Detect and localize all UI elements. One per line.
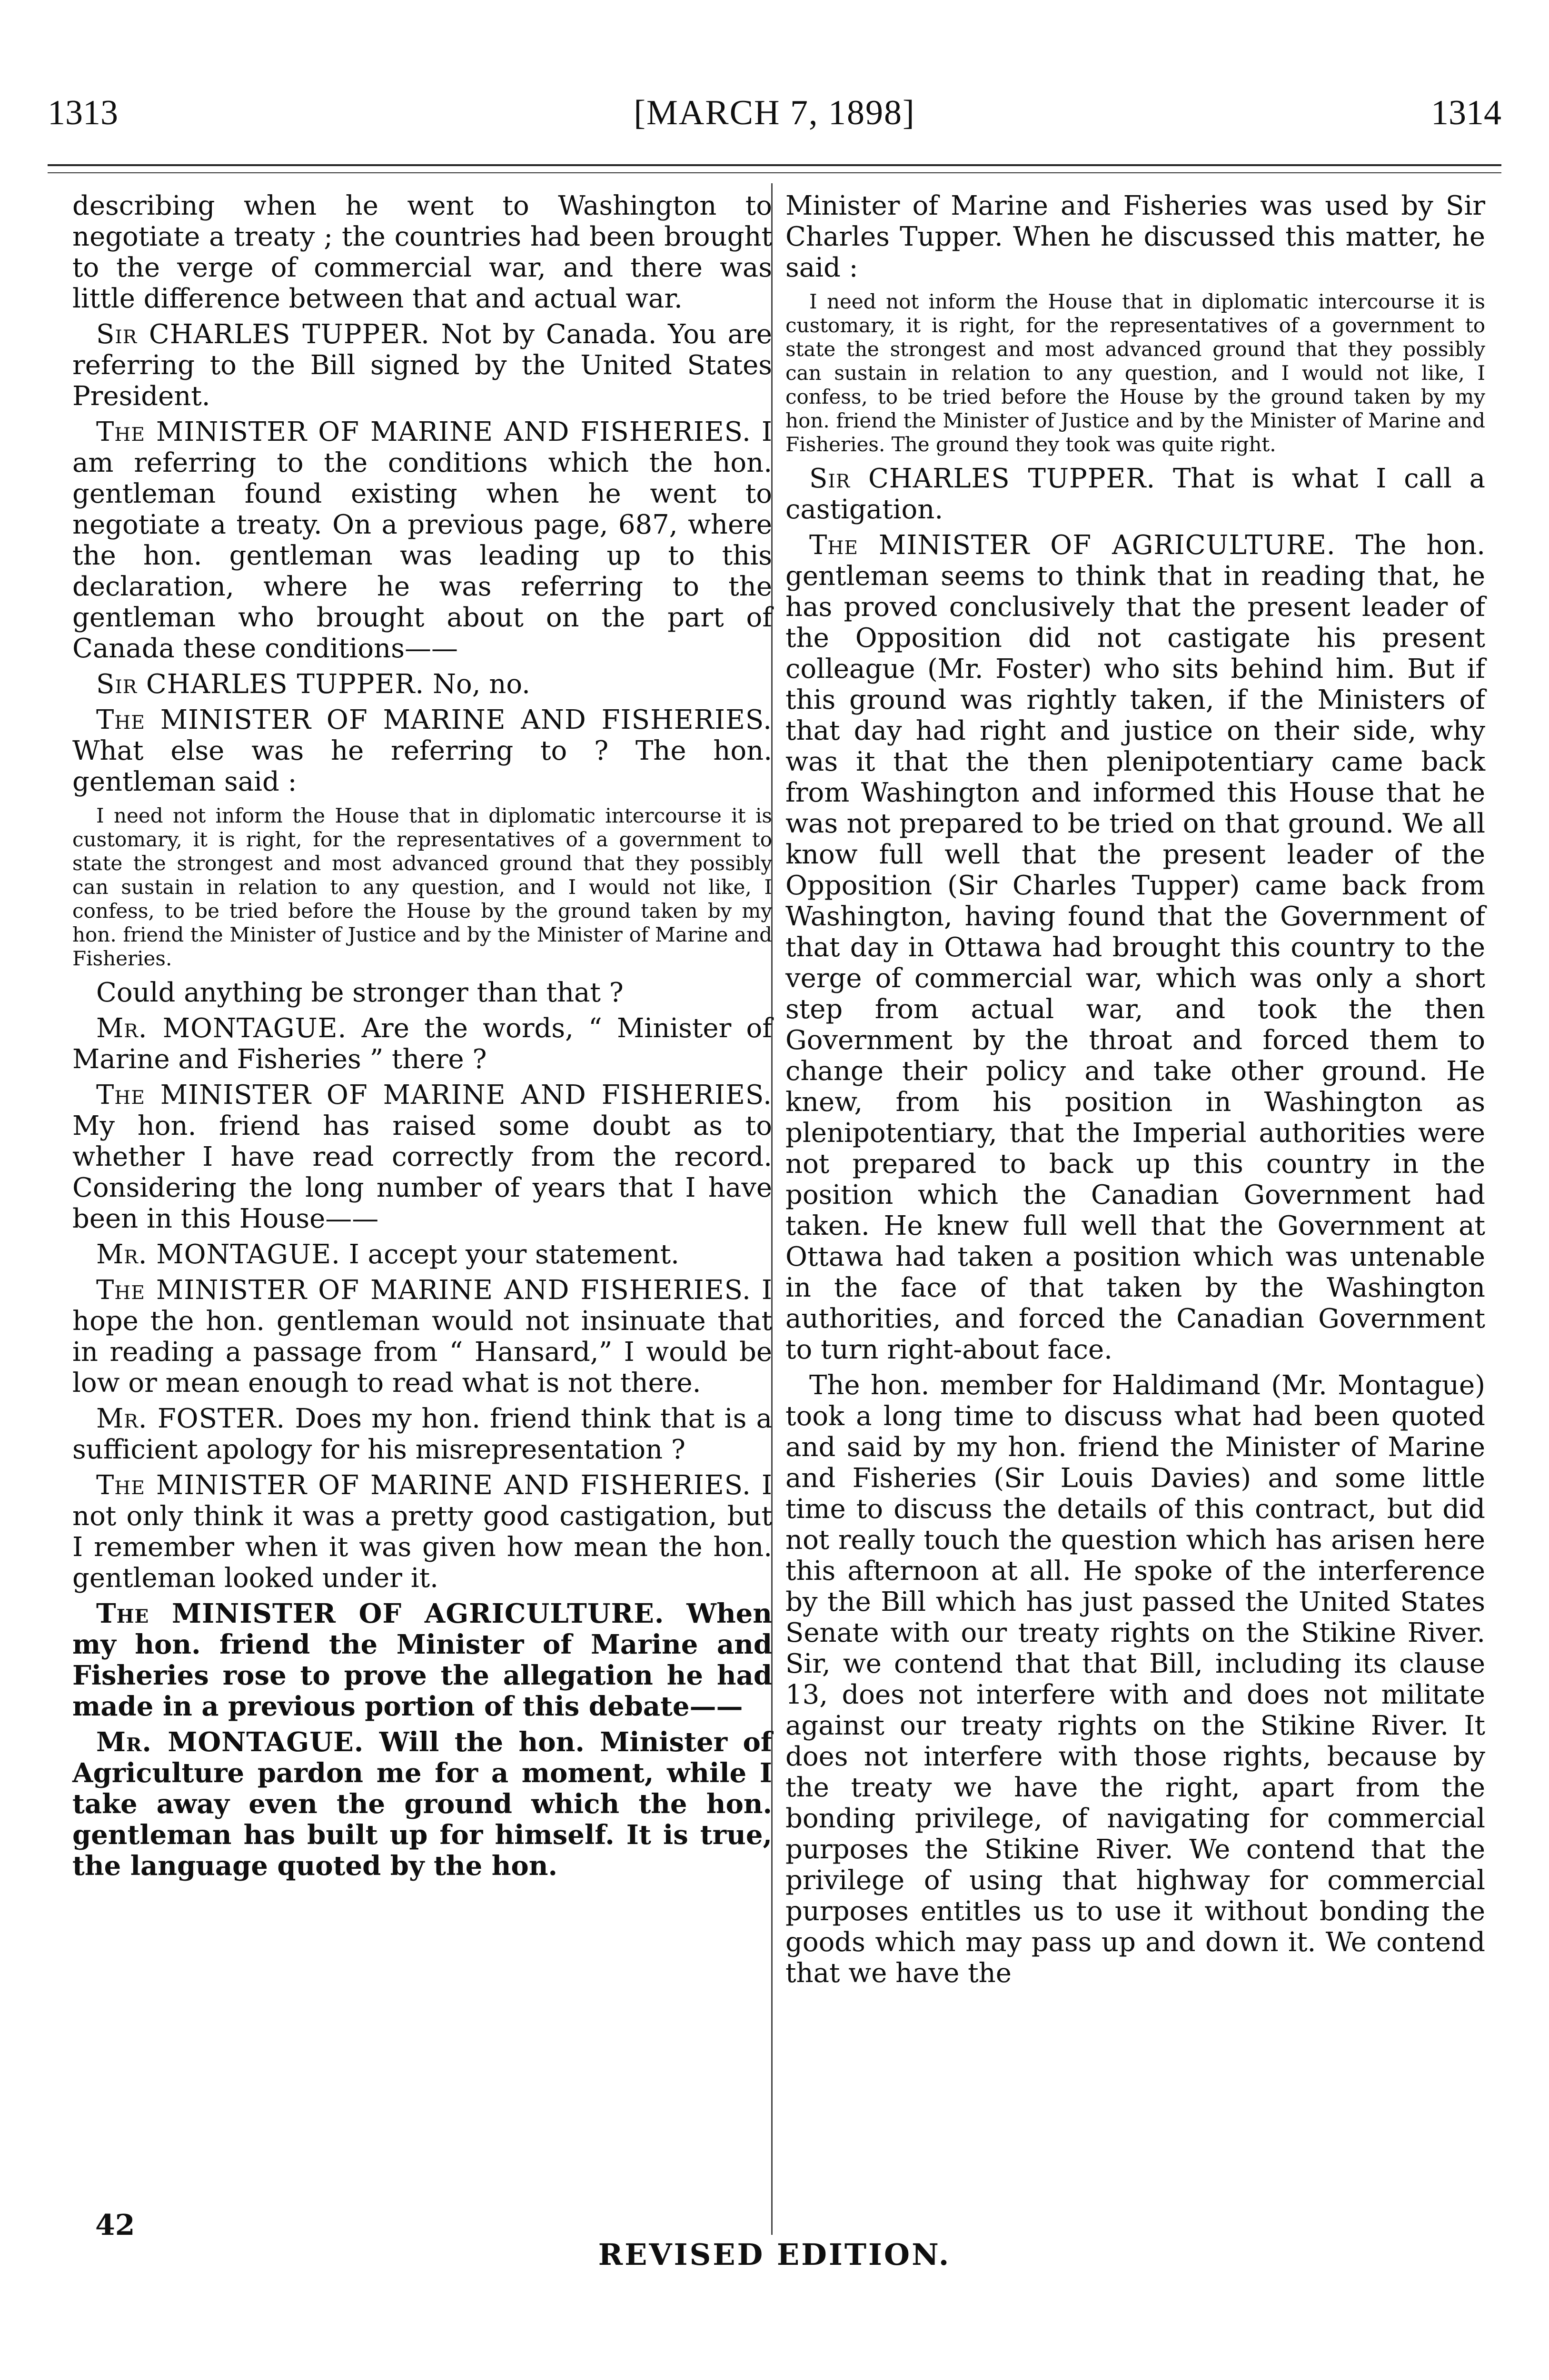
speaker-name: Sir CHARLES TUPPER. [96,669,425,700]
paragraph [72,704,772,797]
right-column-paragraphs-b [785,463,1485,1989]
header-rule-secondary [48,172,1501,173]
paragraph [72,1239,772,1270]
speaker-name: Sir CHARLES TUPPER. [809,463,1156,494]
speaker-name: The MINISTER OF MARINE AND FISHERIES. [96,1470,751,1501]
left-column-paragraphs-b [72,977,772,1882]
paragraph-text: Are the words, “ Minister of Marine and Fisheries ” there ? [72,1013,772,1075]
paragraph-text: The hon. member for Haldimand (Mr. Montague) took a long time to discuss what had been quoted and said by my hon. friend the Minister of Marine and Fisheries (Sir Louis Davies) and some little time to discuss the details of this contract, but did not really touch the question which has arisen here this afternoon at all. He spoke of the interference by the Bill which has just passed the United States Senate with our treaty rights on the Stikine River. Sir, we contend that that Bill, including its clause 13, does not interfere with and does not militate against our treaty rights on the Stikine River. It does not interfere with those rights, because by the treaty we have the right, apart from the bonding privilege, of navigating for commercial purposes the Stikine River. We contend that the privilege of using that highway for commercial purposes entitles us to use it without bonding the goods which may pass up and down it. We contend that we have the [785,1370,1485,1989]
paragraph [72,1013,772,1075]
speaker-name: The MINISTER OF MARINE AND FISHERIES. [96,416,751,447]
paragraph [72,190,772,314]
signature-mark: 42 [95,2209,135,2242]
speaker-name: The MINISTER OF MARINE AND FISHERIES. [96,1275,751,1306]
speaker-name: The MINISTER OF MARINE AND FISHERIES. [96,704,772,735]
paragraph [72,1403,772,1465]
speaker-name: Mr. MONTAGUE. [96,1013,347,1044]
paragraph [72,1470,772,1594]
paragraph-text: No, no. [433,669,530,700]
speaker-name: Mr. FOSTER. [96,1403,286,1434]
paragraph [72,1080,772,1234]
page-number-left: 1313 [48,93,118,132]
speaker-name: The MINISTER OF AGRICULTURE. [809,530,1336,561]
right-column [785,190,1485,1993]
speaker-name: Sir CHARLES TUPPER. [96,319,430,350]
paragraph-text: I not only think it was a pretty good castigation, but I remember when it was given how mean the hon. gentleman looked under it. [72,1470,772,1594]
header-rule [48,164,1501,166]
paragraph-text: I accept your statement. [348,1239,679,1270]
paragraph [785,530,1485,1365]
right-quotation: I need not inform the House that in diplomatic intercourse it is customary, it is right, for the representatives of a government to state the strongest and most advanced ground that they possibly can sustain in relation to any question, and I would not like, I confess, to be tried before the House by the ground taken by my hon. friend the Minister of Justice and by the Minister of Marine and Fisheries. The ground they took was quite right. [785,290,1485,456]
paragraph [785,1370,1485,1989]
speaker-name: Mr. MONTAGUE. [96,1726,364,1758]
paragraph-text: I hope the hon. gentleman would not insinuate that in reading a passage from “ Hansard,” I would be low or mean enough to read what is not there. [72,1275,772,1398]
paragraph-text: Could anything be stronger than that ? [96,977,624,1008]
paragraph [785,190,1485,283]
paragraph [72,1598,772,1722]
page-date: [MARCH 7, 1898] [634,93,915,132]
paragraph [72,669,772,700]
paragraph [785,463,1485,525]
paragraph-text: Does my hon. friend think that is a sufficient apology for his misrepresentation ? [72,1403,773,1465]
paragraph [72,319,772,412]
paragraph [72,1727,772,1882]
page-number-right: 1314 [1431,93,1501,132]
right-column-paragraphs-a [785,190,1485,283]
paragraph-text: Not by Canada. You are referring to the Bill signed by the United States President. [72,319,772,412]
edition-label: REVISED EDITION. [598,2237,951,2272]
paragraph-text: describing when he went to Washington to negotiate a treaty ; the countries had been brought to the verge of commercial war, and there was little difference between that and actual war. [72,190,772,314]
left-column [72,190,772,1886]
left-column-paragraphs-a [72,190,772,797]
paragraph-text: When my hon. friend the Minister of Marine and Fisheries rose to prove the allegation he had made in a previous portion of this debate—— [72,1598,773,1722]
paragraph-text: What else was he referring to ? The hon. gentleman said : [72,735,772,797]
left-quotation: I need not inform the House that in diplomatic intercourse it is customary, it is right, for the representatives of a government to state the strongest and most advanced ground that they possibly can sustain in relation to any question, and I would not like, I confess, to be tried before the House by the ground taken by my hon. friend the Minister of Justice and by the Minister of Marine and Fisheries. [72,804,772,970]
paragraph-text: I am referring to the conditions which the hon. gentleman found existing when he went to negotiate a treaty. On a previous page, 687, where the hon. gentleman was leading up to this declaration, where he was referring to the gentleman who brought about on the part of Canada these conditions—— [72,416,772,664]
speaker-name: The MINISTER OF MARINE AND FISHERIES. [96,1080,772,1111]
paragraph [72,416,772,664]
paragraph-text: Will the hon. Minister of Agriculture pardon me for a moment, while I take away even the ground which the hon. gentleman has built up for himself. It is true, the language quoted by the hon. [72,1726,772,1882]
page-header [48,93,1501,145]
paragraph [72,1275,772,1398]
paragraph-text: The hon. gentleman seems to think that in reading that, he has proved conclusively that the present leader of the Opposition did not castigate his present colleague (Mr. Foster) who sits behind him. But if this ground was rightly taken, if the Ministers of that day had right and justice on their side, why was it that the then plenipotentiary came back from Washington and informed this House that he was not prepared to be tried on that ground. We all know full well that the present leader of the Opposition (Sir Charles Tupper) came back from Washington, having found that the Government of that day in Ottawa had brought this country to the verge of commercial war, which was only a short step from actual war, and took the then Government by the throat and forced them to change their policy and take other ground. He knew, from his position in Washington as plenipotentiary, that the Imperial authorities were not prepared to back up this country in the position which the Canadian Government had taken. He knew full well that the Government at Ottawa had taken a position which was untenable in the face of that taken by the Washington authorities, and forced the Canadian Government to turn right-about face. [785,530,1486,1365]
paragraph [72,977,772,1008]
paragraph-text: My hon. friend has raised some doubt as to whether I have read correctly from the record. Considering the long number of years that I have been in this House—— [72,1111,772,1234]
paragraph-text: That is what I call a castigation. [785,463,1485,525]
speaker-name: Mr. MONTAGUE. [96,1239,340,1270]
speaker-name: The MINISTER OF AGRICULTURE. [96,1598,665,1629]
paragraph-text: Minister of Marine and Fisheries was used by Sir Charles Tupper. When he discussed this matter, he said : [785,190,1485,283]
